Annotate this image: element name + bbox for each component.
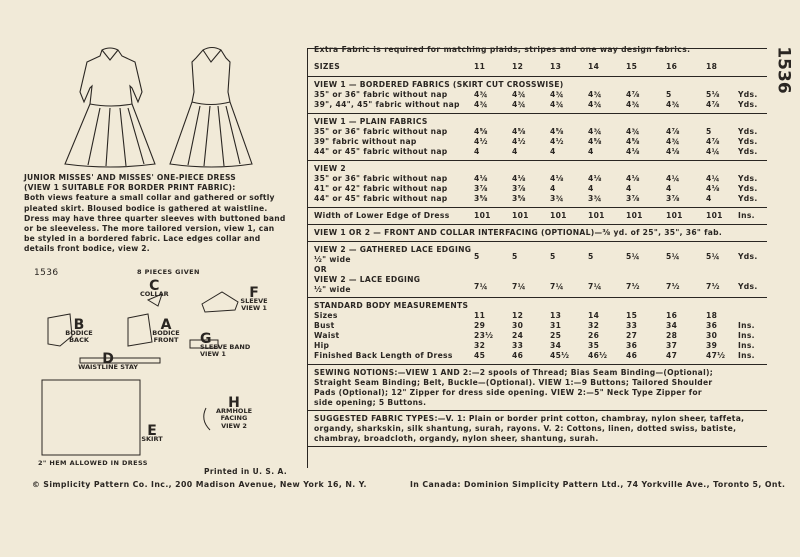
lace-edging-value: 7¼ [550, 282, 564, 291]
body-value: 34 [550, 341, 562, 350]
piece-b: B BODICE BACK [65, 317, 93, 344]
lace-edging-width: ½" wide [314, 285, 351, 294]
lace-edging-value: 7¼ [474, 282, 488, 291]
lace-edging-value: 7¼ [512, 282, 526, 291]
view1-plain-value: 4¾ [666, 137, 680, 146]
gathered-lace-value: 5¼ [626, 252, 640, 261]
view1-plain-row-label: 44" or 45" fabric without nap [314, 147, 448, 156]
view1-plain-unit: Yds. [738, 127, 758, 136]
view2-value: 3⅝ [474, 194, 488, 203]
table-rule [307, 297, 767, 298]
or-label: OR [314, 265, 327, 274]
gathered-lace-unit: Yds. [738, 252, 758, 261]
view1-plain-value: 4⅝ [474, 127, 488, 136]
view2-value: 4 [550, 184, 556, 193]
body-value: 12 [512, 311, 524, 320]
view1-bordered-row-label: 39", 44", 45" fabric without nap [314, 100, 460, 109]
gathered-lace-width: ½" wide [314, 255, 351, 264]
printed-note: Printed in U. S. A. [204, 467, 288, 476]
body-value: 45½ [550, 351, 570, 360]
view1-plain-value: 4¼ [706, 147, 720, 156]
piece-c: C COLLAR [140, 278, 169, 298]
table-rule [307, 113, 767, 114]
body-value: 28 [666, 331, 678, 340]
view1-plain-value: 4 [550, 147, 556, 156]
view1-plain-value: 4½ [474, 137, 488, 146]
body-value: 33 [512, 341, 524, 350]
view2-row-label: 35" or 36" fabric without nap [314, 174, 448, 183]
lace-edging-value: 7½ [666, 282, 680, 291]
view1-plain-unit: Yds. [738, 137, 758, 146]
width-value: 101 [706, 211, 723, 220]
view1-bordered-value: 4¾ [474, 90, 488, 99]
yardage-table [314, 62, 764, 462]
view2-row-label: 44" or 45" fabric without nap [314, 194, 448, 203]
gathered-lace-value: 5¼ [706, 252, 720, 261]
view2-value: 4 [588, 184, 594, 193]
description-subheading: (VIEW 1 SUITABLE FOR BORDER PRINT FABRIC): [24, 183, 236, 193]
view1-plain-value: 4⅛ [626, 147, 640, 156]
view1-plain-value: 4¾ [626, 127, 640, 136]
piece-g: G SLEEVE BAND VIEW 1 [200, 331, 251, 358]
view1-plain-value: 4⅝ [626, 137, 640, 146]
size-header: 13 [550, 62, 562, 71]
view2-unit: Yds. [738, 174, 758, 183]
view1-bordered-value: 4¾ [588, 100, 602, 109]
width-label: Width of Lower Edge of Dress [314, 211, 450, 220]
body-measurements-title: STANDARD BODY MEASUREMENTS [314, 301, 469, 310]
body-value: 47 [666, 351, 678, 360]
view1-bordered-value: 4¾ [588, 90, 602, 99]
body-value: 35 [588, 341, 600, 350]
view1-plain-title: VIEW 1 — PLAIN FABRICS [314, 117, 428, 126]
sewing-notions-line: SEWING NOTIONS:—VIEW 1 AND 2:—2 spools of Thread; Bias Seam Binding—(Optional); [314, 368, 714, 377]
size-header: 12 [512, 62, 524, 71]
view2-value: 3⅞ [626, 194, 640, 203]
gathered-lace-title: VIEW 2 — GATHERED LACE EDGING [314, 245, 472, 254]
view2-value: 4 [706, 194, 712, 203]
view1-plain-value: 4 [588, 147, 594, 156]
description-body: Both views feature a small collar and gathered or softly pleated skirt. Bloused bodice is gathered at waistline. Dress may have three quarter sleeves with buttoned band or be sleeveless. The more tailored version, view 1, can be styled in a bordered fabric. Lace edges collar and details front bodice, view 2. [24, 193, 286, 254]
view2-value: 3⅞ [474, 184, 488, 193]
view2-dress-outline [170, 48, 252, 168]
view1-bordered-value: 4⅞ [706, 100, 720, 109]
size-header: 11 [474, 62, 486, 71]
gathered-lace-value: 5 [512, 252, 518, 261]
size-header: 16 [666, 62, 678, 71]
lace-edging-title: VIEW 2 — LACE EDGING [314, 275, 421, 284]
skirt-shape [42, 380, 140, 455]
view2-value: 4¼ [666, 174, 680, 183]
view1-plain-unit: Yds. [738, 147, 758, 156]
view1-plain-value: 4½ [512, 137, 526, 146]
piece-e: E SKIRT [141, 423, 163, 443]
view2-value: 3⅞ [512, 184, 526, 193]
body-unit: Ins. [738, 341, 755, 350]
body-value: 16 [666, 311, 678, 320]
width-value: 101 [626, 211, 643, 220]
view1-bordered-value: 4⅞ [626, 90, 640, 99]
view1-plain-value: 4⅞ [666, 127, 680, 136]
lace-edging-value: 7¼ [588, 282, 602, 291]
view1-plain-row-label: 35" or 36" fabric without nap [314, 127, 448, 136]
table-left-border [307, 48, 308, 468]
view1-bordered-value: 4¾ [474, 100, 488, 109]
piece-d: D WAISTLINE STAY [78, 351, 138, 371]
interfacing-note: VIEW 1 OR 2 — FRONT AND COLLAR INTERFACING (OPTIONAL)—⅜ yd. of 25", 35", 36" fab. [314, 228, 723, 237]
sewing-notions-line: side opening; 5 Buttons. [314, 398, 427, 407]
view1-dress-outline [65, 48, 155, 167]
width-value: 101 [550, 211, 567, 220]
sizes-label: SIZES [314, 62, 340, 71]
view1-plain-row-label: 39" fabric without nap [314, 137, 417, 146]
view2-value: 3¾ [550, 194, 564, 203]
body-value: 15 [626, 311, 638, 320]
body-value: 24 [512, 331, 524, 340]
view2-value: 4⅛ [512, 174, 526, 183]
size-header: 14 [588, 62, 600, 71]
view1-bordered-value: 4¾ [550, 90, 564, 99]
body-value: 45 [474, 351, 486, 360]
view1-plain-value: 5 [706, 127, 712, 136]
body-value: 30 [706, 331, 718, 340]
table-rule [307, 410, 767, 411]
width-value: 101 [588, 211, 605, 220]
view1-bordered-row-label: 35" or 36" fabric without nap [314, 90, 448, 99]
body-value: 11 [474, 311, 486, 320]
gathered-lace-value: 5 [588, 252, 594, 261]
view2-value: 3⅞ [666, 194, 680, 203]
view2-row-label: 41" or 42" fabric without nap [314, 184, 448, 193]
view2-value: 3⅝ [512, 194, 526, 203]
extra-fabric-note: Extra Fabric is required for matching plaids, stripes and one way design fabrics. [314, 45, 691, 54]
body-value: 30 [512, 321, 524, 330]
body-value: 32 [588, 321, 600, 330]
body-row-label: Bust [314, 321, 335, 330]
pattern-description [24, 173, 286, 255]
view2-value: 3¾ [588, 194, 602, 203]
canada-line: In Canada: Dominion Simplicity Pattern Ltd., 74 Yorkville Ave., Toronto 5, Ont. [410, 480, 786, 489]
view1-plain-value: 4⅛ [666, 147, 680, 156]
view2-value: 4⅛ [474, 174, 488, 183]
lace-edging-value: 7½ [706, 282, 720, 291]
sewing-notions-line: Pads (Optional); 12" Zipper for dress side opening. VIEW 2:—5" Neck Type Zipper for [314, 388, 702, 397]
lace-edging-value: 7½ [626, 282, 640, 291]
view1-bordered-value: 4¾ [626, 100, 640, 109]
view2-value: 4 [626, 184, 632, 193]
pieces-pattern-number: 1536 [34, 268, 59, 278]
body-value: 36 [706, 321, 718, 330]
view1-bordered-value: 5⅛ [706, 90, 720, 99]
fabric-types-line: organdy, sharkskin, silk shantung, surah, rayons. V. 2: Cottons, linen, dotted swiss, batiste, [314, 424, 737, 433]
body-value: 34 [666, 321, 678, 330]
body-value: 32 [474, 341, 486, 350]
width-value: 101 [512, 211, 529, 220]
body-unit: Ins. [738, 351, 755, 360]
sewing-notions-line: Straight Seam Binding; Belt, Buckle—(Optional). VIEW 1:—9 Buttons; Tailored Shoulder [314, 378, 713, 387]
body-value: 29 [474, 321, 486, 330]
copyright-line: © Simplicity Pattern Co. Inc., 200 Madison Avenue, New York 16, N. Y. [32, 480, 367, 489]
body-value: 46 [512, 351, 524, 360]
view2-title: VIEW 2 [314, 164, 346, 173]
body-row-label: Waist [314, 331, 340, 340]
view2-unit: Yds. [738, 184, 758, 193]
pieces-given: 8 PIECES GIVEN [137, 268, 200, 276]
body-value: 33 [626, 321, 638, 330]
body-value: 47½ [706, 351, 726, 360]
piece-a: A BODICE FRONT [152, 317, 180, 344]
size-header: 18 [706, 62, 718, 71]
view2-value: 4⅛ [588, 174, 602, 183]
view2-value: 4⅛ [626, 174, 640, 183]
fabric-types-line: SUGGESTED FABRIC TYPES:—V. 1: Plain or border print cotton, chambray, nylon sheer, taffeta, [314, 414, 745, 423]
table-rule [307, 207, 767, 208]
width-value: 101 [474, 211, 491, 220]
dress-illustrations [40, 42, 280, 170]
fabric-types-line: chambray, broadcloth, organdy, nylon sheer, shantung, surah. [314, 434, 599, 443]
gathered-lace-value: 5¼ [666, 252, 680, 261]
view1-bordered-unit: Yds. [738, 100, 758, 109]
view1-plain-value: 4⅝ [550, 127, 564, 136]
body-unit: Ins. [738, 321, 755, 330]
table-rule [307, 364, 767, 365]
view1-plain-value: 4⅞ [706, 137, 720, 146]
view1-plain-value: 4½ [550, 137, 564, 146]
body-value: 31 [550, 321, 562, 330]
body-value: 27 [626, 331, 638, 340]
view1-bordered-value: 4¾ [666, 100, 680, 109]
piece-h: H ARMHOLE FACING VIEW 2 [215, 395, 253, 430]
view1-plain-value: 4 [512, 147, 518, 156]
view2-value: 4 [666, 184, 672, 193]
body-value: 36 [626, 341, 638, 350]
size-header: 15 [626, 62, 638, 71]
body-value: 46½ [588, 351, 608, 360]
body-value: 26 [588, 331, 600, 340]
view1-bordered-value: 5 [666, 90, 672, 99]
view1-plain-value: 4⅝ [588, 137, 602, 146]
view1-plain-value: 4 [474, 147, 480, 156]
body-value: 18 [706, 311, 718, 320]
view1-bordered-title: VIEW 1 — BORDERED FABRICS (SKIRT CUT CROSSWISE) [314, 80, 564, 89]
view1-bordered-unit: Yds. [738, 90, 758, 99]
sleeve-shape [202, 292, 238, 312]
body-value: 37 [666, 341, 678, 350]
table-rule [307, 224, 767, 225]
view2-value: 4¼ [706, 174, 720, 183]
armhole-facing-shape [204, 408, 210, 430]
view1-plain-value: 4⅝ [512, 127, 526, 136]
view2-unit: Yds. [738, 194, 758, 203]
view1-plain-value: 4¾ [588, 127, 602, 136]
pattern-number-vertical: 1536 [773, 46, 794, 94]
table-rule [307, 160, 767, 161]
body-row-label: Finished Back Length of Dress [314, 351, 453, 360]
description-heading: JUNIOR MISSES' AND MISSES' ONE-PIECE DRESS [24, 173, 236, 182]
view1-bordered-value: 4¾ [512, 100, 526, 109]
body-value: 39 [706, 341, 718, 350]
hem-note: 2" HEM ALLOWED IN DRESS [38, 459, 148, 467]
view1-bordered-value: 4¾ [550, 100, 564, 109]
body-value: 23½ [474, 331, 494, 340]
body-row-label: Hip [314, 341, 330, 350]
table-rule [307, 446, 767, 447]
gathered-lace-value: 5 [474, 252, 480, 261]
body-row-label: Sizes [314, 311, 338, 320]
table-rule [307, 241, 767, 242]
view1-bordered-value: 4¾ [512, 90, 526, 99]
piece-f: F SLEEVE VIEW 1 [240, 285, 268, 312]
body-value: 25 [550, 331, 562, 340]
body-value: 13 [550, 311, 562, 320]
body-unit: Ins. [738, 331, 755, 340]
width-value: 101 [666, 211, 683, 220]
lace-edging-unit: Yds. [738, 282, 758, 291]
width-unit: Ins. [738, 211, 755, 220]
view2-value: 4⅛ [706, 184, 720, 193]
body-value: 46 [626, 351, 638, 360]
gathered-lace-value: 5 [550, 252, 556, 261]
table-rule [307, 76, 767, 77]
body-value: 14 [588, 311, 600, 320]
view2-value: 4⅛ [550, 174, 564, 183]
